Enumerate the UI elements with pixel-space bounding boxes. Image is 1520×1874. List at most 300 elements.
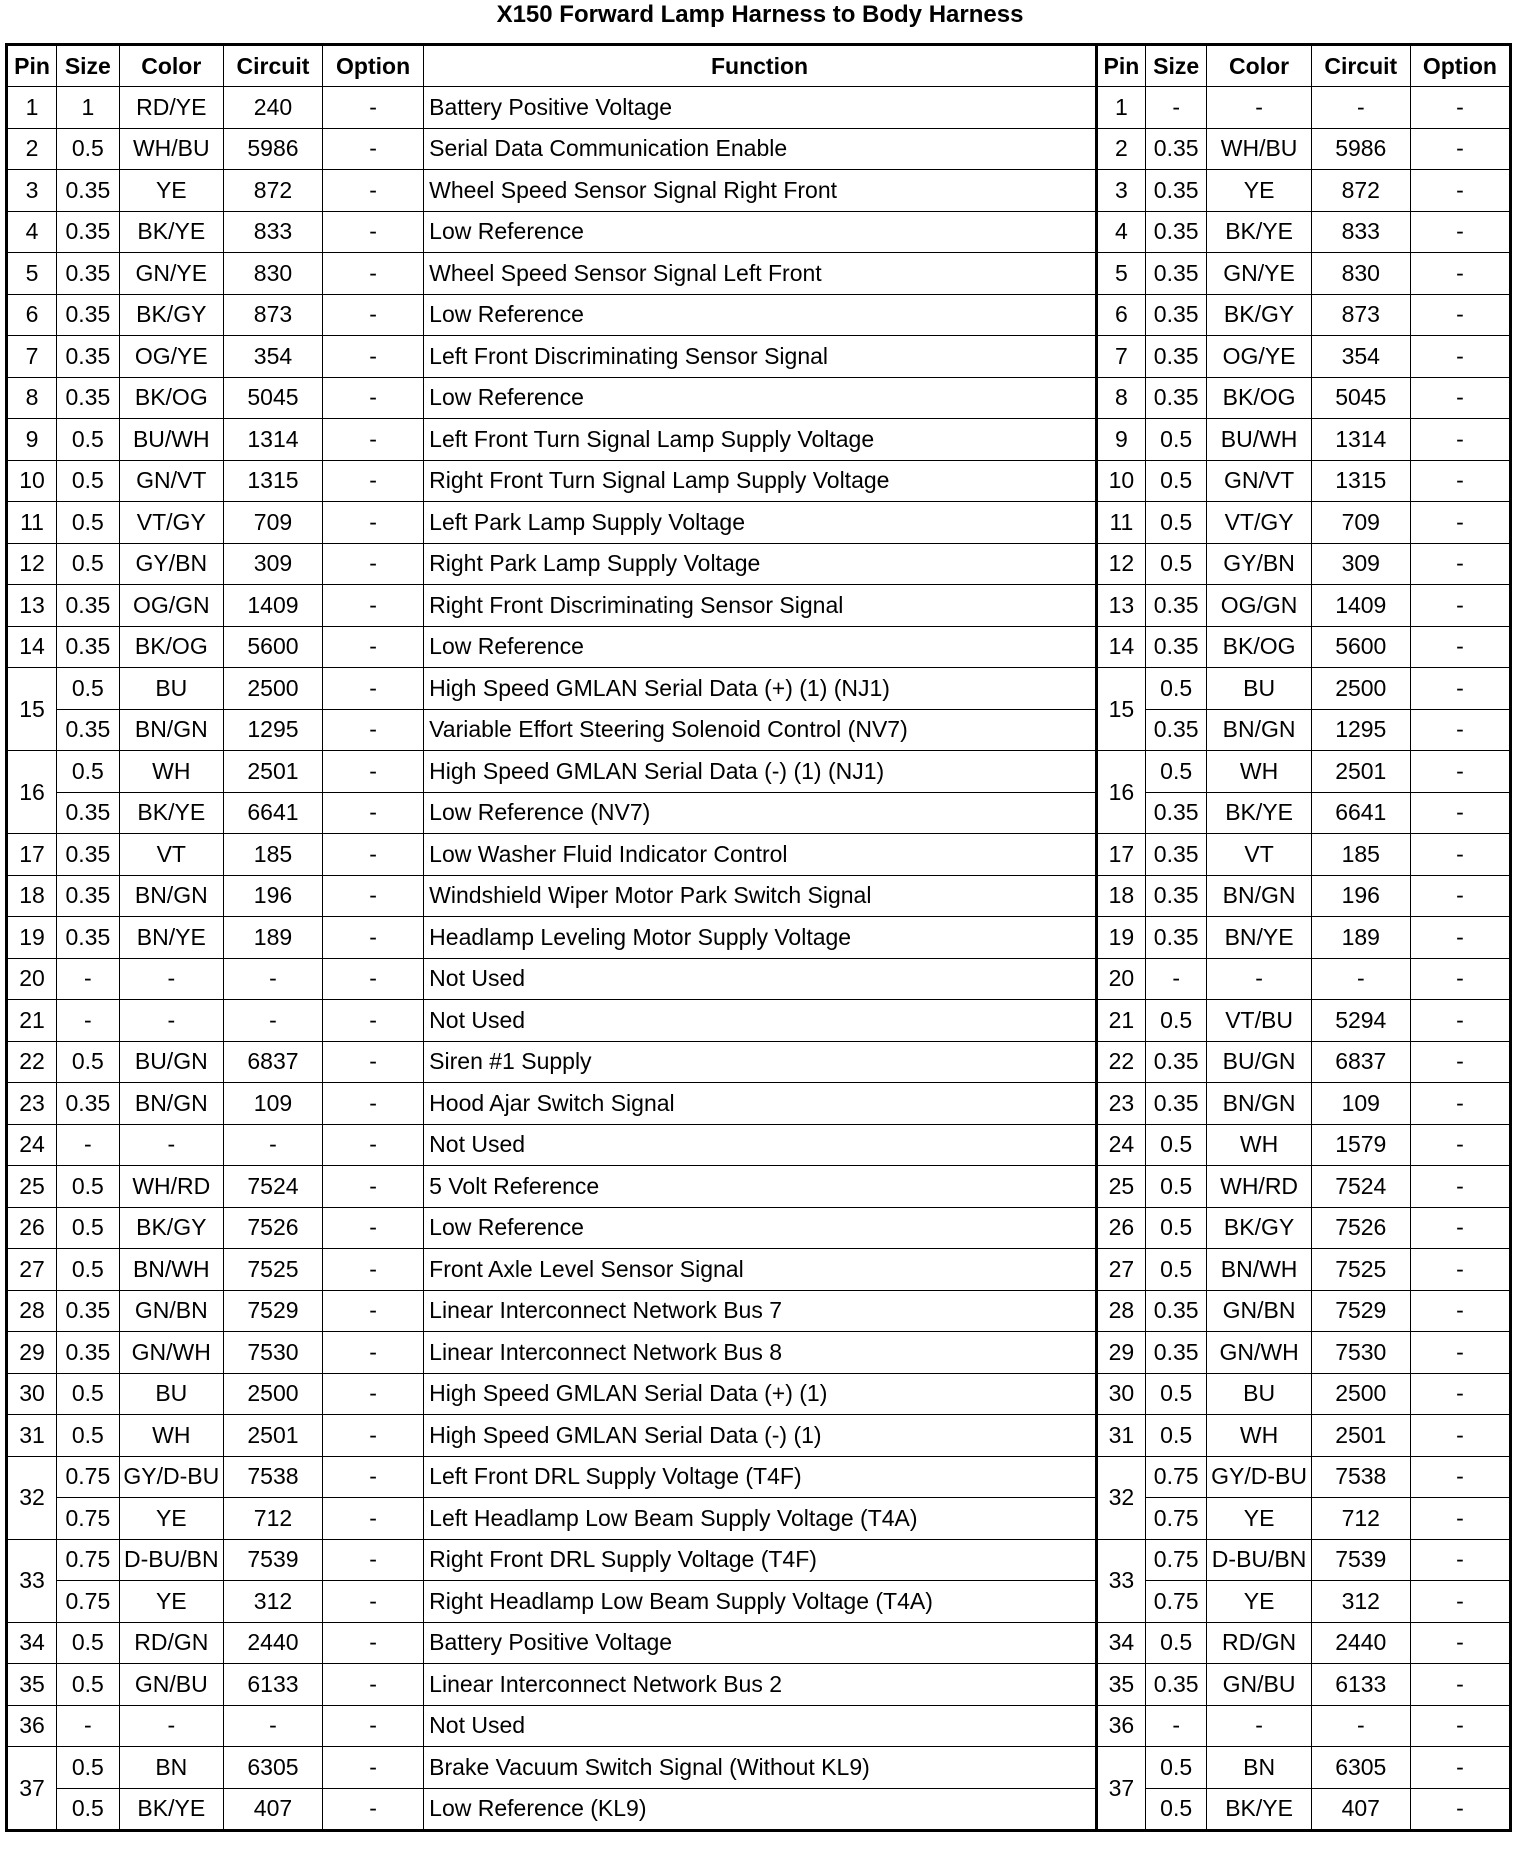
table-row bbox=[7, 170, 1511, 212]
body-size-cell: 0.35 bbox=[1145, 336, 1207, 378]
function-cell: Right Front Turn Signal Lamp Supply Voltage bbox=[424, 460, 1097, 502]
body-color-cell: WH/BU bbox=[1207, 128, 1311, 170]
color-cell: RD/YE bbox=[119, 87, 223, 129]
table-row bbox=[7, 709, 1511, 751]
option-cell: - bbox=[323, 958, 424, 1000]
body-pin-cell: 9 bbox=[1096, 419, 1145, 461]
size-cell: 0.75 bbox=[57, 1539, 120, 1581]
size-cell: 0.35 bbox=[57, 336, 120, 378]
size-cell: 0.35 bbox=[57, 1083, 120, 1125]
table-row bbox=[7, 460, 1511, 502]
function-cell: High Speed GMLAN Serial Data (-) (1) bbox=[424, 1415, 1097, 1457]
body-pin-cell: 14 bbox=[1096, 626, 1145, 668]
pin-cell: 4 bbox=[7, 211, 57, 253]
color-cell: WH/BU bbox=[119, 128, 223, 170]
size-cell: - bbox=[57, 958, 120, 1000]
size-cell: 0.5 bbox=[57, 1041, 120, 1083]
body-size-cell: - bbox=[1145, 87, 1207, 129]
body-pin-cell: 18 bbox=[1096, 875, 1145, 917]
option-cell: - bbox=[323, 294, 424, 336]
body-pin-cell: 6 bbox=[1096, 294, 1145, 336]
option-cell: - bbox=[323, 170, 424, 212]
function-cell: Not Used bbox=[424, 958, 1097, 1000]
pin-cell: 19 bbox=[7, 917, 57, 959]
body-size-cell: 0.35 bbox=[1145, 1083, 1207, 1125]
body-option-cell: - bbox=[1410, 1207, 1510, 1249]
pin-cell: 15 bbox=[7, 668, 57, 751]
body-option-cell: - bbox=[1410, 502, 1510, 544]
pin-cell: 9 bbox=[7, 419, 57, 461]
body-pin-cell: 37 bbox=[1096, 1747, 1145, 1831]
color-cell: BK/OG bbox=[119, 626, 223, 668]
body-option-cell: - bbox=[1410, 1539, 1510, 1581]
option-cell: - bbox=[323, 585, 424, 627]
body-circuit-cell: 1409 bbox=[1311, 585, 1410, 627]
body-color-cell: BN/GN bbox=[1207, 1083, 1311, 1125]
circuit-cell: - bbox=[223, 958, 322, 1000]
function-cell: Front Axle Level Sensor Signal bbox=[424, 1249, 1097, 1291]
table-row bbox=[7, 419, 1511, 461]
color-cell: - bbox=[119, 958, 223, 1000]
body-size-cell: 0.5 bbox=[1145, 460, 1207, 502]
body-size-cell: 0.35 bbox=[1145, 792, 1207, 834]
circuit-cell: 2501 bbox=[223, 1415, 322, 1457]
function-cell: Left Headlamp Low Beam Supply Voltage (T4A) bbox=[424, 1498, 1097, 1540]
body-color-cell: BK/YE bbox=[1207, 792, 1311, 834]
body-color-cell: YE bbox=[1207, 1498, 1311, 1540]
function-cell: Variable Effort Steering Solenoid Control (NV7) bbox=[424, 709, 1097, 751]
body-color-cell: BU bbox=[1207, 668, 1311, 710]
body-size-cell: 0.75 bbox=[1145, 1456, 1207, 1498]
color-cell: BU/GN bbox=[119, 1041, 223, 1083]
pin-cell: 35 bbox=[7, 1664, 57, 1706]
circuit-cell: 109 bbox=[223, 1083, 322, 1125]
body-color-cell: GN/YE bbox=[1207, 253, 1311, 295]
body-option-cell: - bbox=[1410, 1083, 1510, 1125]
color-cell: BN/GN bbox=[119, 709, 223, 751]
table-row bbox=[7, 1788, 1511, 1831]
body-circuit-cell: 2501 bbox=[1311, 751, 1410, 793]
body-option-cell: - bbox=[1410, 792, 1510, 834]
option-cell: - bbox=[323, 377, 424, 419]
function-cell: Low Reference bbox=[424, 211, 1097, 253]
function-cell: Left Front Turn Signal Lamp Supply Voltage bbox=[424, 419, 1097, 461]
body-pin-cell: 5 bbox=[1096, 253, 1145, 295]
body-option-cell: - bbox=[1410, 377, 1510, 419]
header-circuit: Circuit bbox=[223, 45, 322, 87]
body-circuit-cell: 1579 bbox=[1311, 1124, 1410, 1166]
option-cell: - bbox=[323, 1498, 424, 1540]
circuit-cell: 407 bbox=[223, 1788, 322, 1831]
size-cell: 0.5 bbox=[57, 1747, 120, 1789]
function-cell: Brake Vacuum Switch Signal (Without KL9) bbox=[424, 1747, 1097, 1789]
size-cell: - bbox=[57, 1000, 120, 1042]
circuit-cell: 830 bbox=[223, 253, 322, 295]
table-row bbox=[7, 1581, 1511, 1623]
header-size-body: Size bbox=[1145, 45, 1207, 87]
body-option-cell: - bbox=[1410, 1622, 1510, 1664]
header-color: Color bbox=[119, 45, 223, 87]
function-cell: Low Reference bbox=[424, 1207, 1097, 1249]
circuit-cell: 7524 bbox=[223, 1166, 322, 1208]
option-cell: - bbox=[323, 875, 424, 917]
body-pin-cell: 27 bbox=[1096, 1249, 1145, 1291]
circuit-cell: 712 bbox=[223, 1498, 322, 1540]
pin-cell: 21 bbox=[7, 1000, 57, 1042]
body-color-cell: OG/YE bbox=[1207, 336, 1311, 378]
function-cell: Low Reference (KL9) bbox=[424, 1788, 1097, 1831]
color-cell: VT bbox=[119, 834, 223, 876]
body-option-cell: - bbox=[1410, 585, 1510, 627]
color-cell: OG/YE bbox=[119, 336, 223, 378]
circuit-cell: 1314 bbox=[223, 419, 322, 461]
table-row bbox=[7, 253, 1511, 295]
body-option-cell: - bbox=[1410, 1000, 1510, 1042]
body-option-cell: - bbox=[1410, 958, 1510, 1000]
body-size-cell: 0.75 bbox=[1145, 1581, 1207, 1623]
body-circuit-cell: 1315 bbox=[1311, 460, 1410, 502]
body-pin-cell: 28 bbox=[1096, 1290, 1145, 1332]
header-option-body: Option bbox=[1410, 45, 1510, 87]
body-circuit-cell: 712 bbox=[1311, 1498, 1410, 1540]
body-circuit-cell: 5045 bbox=[1311, 377, 1410, 419]
function-cell: Battery Positive Voltage bbox=[424, 1622, 1097, 1664]
body-size-cell: 0.5 bbox=[1145, 1124, 1207, 1166]
table-row bbox=[7, 1373, 1511, 1415]
body-option-cell: - bbox=[1410, 1456, 1510, 1498]
body-size-cell: - bbox=[1145, 958, 1207, 1000]
body-color-cell: - bbox=[1207, 87, 1311, 129]
option-cell: - bbox=[323, 1456, 424, 1498]
body-pin-cell: 3 bbox=[1096, 170, 1145, 212]
circuit-cell: 1295 bbox=[223, 709, 322, 751]
function-cell: Low Reference (NV7) bbox=[424, 792, 1097, 834]
body-size-cell: 0.35 bbox=[1145, 875, 1207, 917]
option-cell: - bbox=[323, 253, 424, 295]
option-cell: - bbox=[323, 792, 424, 834]
harness-pinout-table bbox=[5, 43, 1512, 1832]
body-size-cell: 0.35 bbox=[1145, 709, 1207, 751]
circuit-cell: 872 bbox=[223, 170, 322, 212]
body-size-cell: 0.5 bbox=[1145, 668, 1207, 710]
body-option-cell: - bbox=[1410, 1373, 1510, 1415]
body-pin-cell: 21 bbox=[1096, 1000, 1145, 1042]
table-row bbox=[7, 958, 1511, 1000]
function-cell: Not Used bbox=[424, 1124, 1097, 1166]
option-cell: - bbox=[323, 1581, 424, 1623]
body-size-cell: 0.35 bbox=[1145, 294, 1207, 336]
body-size-cell: 0.35 bbox=[1145, 377, 1207, 419]
body-size-cell: 0.5 bbox=[1145, 1415, 1207, 1457]
pin-cell: 3 bbox=[7, 170, 57, 212]
pin-cell: 11 bbox=[7, 502, 57, 544]
option-cell: - bbox=[323, 1705, 424, 1747]
color-cell: BN bbox=[119, 1747, 223, 1789]
body-pin-cell: 17 bbox=[1096, 834, 1145, 876]
function-cell: Low Reference bbox=[424, 626, 1097, 668]
body-pin-cell: 2 bbox=[1096, 128, 1145, 170]
size-cell: 0.75 bbox=[57, 1581, 120, 1623]
circuit-cell: 189 bbox=[223, 917, 322, 959]
body-option-cell: - bbox=[1410, 668, 1510, 710]
body-color-cell: BK/GY bbox=[1207, 294, 1311, 336]
body-color-cell: BK/YE bbox=[1207, 211, 1311, 253]
circuit-cell: 7529 bbox=[223, 1290, 322, 1332]
body-option-cell: - bbox=[1410, 543, 1510, 585]
body-color-cell: GN/BU bbox=[1207, 1664, 1311, 1706]
function-cell: Windshield Wiper Motor Park Switch Signal bbox=[424, 875, 1097, 917]
color-cell: BN/GN bbox=[119, 875, 223, 917]
body-size-cell: - bbox=[1145, 1705, 1207, 1747]
body-circuit-cell: 873 bbox=[1311, 294, 1410, 336]
page-title: X150 Forward Lamp Harness to Body Harness bbox=[496, 1, 1024, 28]
body-circuit-cell: 7538 bbox=[1311, 1456, 1410, 1498]
pin-cell: 16 bbox=[7, 751, 57, 834]
pin-cell: 12 bbox=[7, 543, 57, 585]
pin-cell: 37 bbox=[7, 1747, 57, 1831]
body-option-cell: - bbox=[1410, 1705, 1510, 1747]
body-option-cell: - bbox=[1410, 751, 1510, 793]
size-cell: 0.75 bbox=[57, 1456, 120, 1498]
pin-cell: 7 bbox=[7, 336, 57, 378]
pin-cell: 2 bbox=[7, 128, 57, 170]
table-row bbox=[7, 1249, 1511, 1291]
option-cell: - bbox=[323, 502, 424, 544]
body-color-cell: BK/GY bbox=[1207, 1207, 1311, 1249]
function-cell: Headlamp Leveling Motor Supply Voltage bbox=[424, 917, 1097, 959]
size-cell: 0.35 bbox=[57, 377, 120, 419]
body-color-cell: VT/GY bbox=[1207, 502, 1311, 544]
size-cell: 0.5 bbox=[57, 543, 120, 585]
size-cell: - bbox=[57, 1705, 120, 1747]
color-cell: YE bbox=[119, 170, 223, 212]
circuit-cell: 2440 bbox=[223, 1622, 322, 1664]
option-cell: - bbox=[323, 1207, 424, 1249]
color-cell: WH bbox=[119, 751, 223, 793]
circuit-cell: 6641 bbox=[223, 792, 322, 834]
size-cell: 0.5 bbox=[57, 460, 120, 502]
size-cell: 0.35 bbox=[57, 834, 120, 876]
function-cell: Wheel Speed Sensor Signal Left Front bbox=[424, 253, 1097, 295]
color-cell: GN/VT bbox=[119, 460, 223, 502]
header-function: Function bbox=[424, 45, 1097, 87]
size-cell: 0.35 bbox=[57, 1290, 120, 1332]
option-cell: - bbox=[323, 1166, 424, 1208]
pin-cell: 17 bbox=[7, 834, 57, 876]
size-cell: 0.5 bbox=[57, 1415, 120, 1457]
body-circuit-cell: - bbox=[1311, 1705, 1410, 1747]
function-cell: Right Front DRL Supply Voltage (T4F) bbox=[424, 1539, 1097, 1581]
size-cell: 0.5 bbox=[57, 1788, 120, 1831]
table-row bbox=[7, 128, 1511, 170]
option-cell: - bbox=[323, 1788, 424, 1831]
color-cell: OG/GN bbox=[119, 585, 223, 627]
function-cell: Linear Interconnect Network Bus 7 bbox=[424, 1290, 1097, 1332]
body-size-cell: 0.5 bbox=[1145, 502, 1207, 544]
option-cell: - bbox=[323, 709, 424, 751]
body-circuit-cell: 2500 bbox=[1311, 1373, 1410, 1415]
body-circuit-cell: 7524 bbox=[1311, 1166, 1410, 1208]
body-circuit-cell: 5600 bbox=[1311, 626, 1410, 668]
body-pin-cell: 13 bbox=[1096, 585, 1145, 627]
body-size-cell: 0.5 bbox=[1145, 419, 1207, 461]
body-circuit-cell: - bbox=[1311, 87, 1410, 129]
body-size-cell: 0.5 bbox=[1145, 543, 1207, 585]
option-cell: - bbox=[323, 1290, 424, 1332]
circuit-cell: 5986 bbox=[223, 128, 322, 170]
pin-cell: 6 bbox=[7, 294, 57, 336]
body-color-cell: GN/VT bbox=[1207, 460, 1311, 502]
color-cell: - bbox=[119, 1124, 223, 1166]
size-cell: 0.35 bbox=[57, 875, 120, 917]
body-circuit-cell: 1295 bbox=[1311, 709, 1410, 751]
function-cell: Low Washer Fluid Indicator Control bbox=[424, 834, 1097, 876]
body-pin-cell: 12 bbox=[1096, 543, 1145, 585]
table-row bbox=[7, 917, 1511, 959]
function-cell: Linear Interconnect Network Bus 2 bbox=[424, 1664, 1097, 1706]
size-cell: 0.35 bbox=[57, 585, 120, 627]
body-color-cell: GN/BN bbox=[1207, 1290, 1311, 1332]
body-option-cell: - bbox=[1410, 709, 1510, 751]
option-cell: - bbox=[323, 1747, 424, 1789]
table-row bbox=[7, 1456, 1511, 1498]
body-color-cell: WH/RD bbox=[1207, 1166, 1311, 1208]
circuit-cell: 1315 bbox=[223, 460, 322, 502]
body-option-cell: - bbox=[1410, 294, 1510, 336]
body-circuit-cell: 5986 bbox=[1311, 128, 1410, 170]
circuit-cell: 312 bbox=[223, 1581, 322, 1623]
table-row bbox=[7, 1622, 1511, 1664]
pin-cell: 34 bbox=[7, 1622, 57, 1664]
circuit-cell: 7525 bbox=[223, 1249, 322, 1291]
body-circuit-cell: 6305 bbox=[1311, 1747, 1410, 1789]
function-cell: Left Park Lamp Supply Voltage bbox=[424, 502, 1097, 544]
header-row bbox=[7, 45, 1511, 87]
function-cell: Battery Positive Voltage bbox=[424, 87, 1097, 129]
circuit-cell: 240 bbox=[223, 87, 322, 129]
table-row bbox=[7, 336, 1511, 378]
function-cell: High Speed GMLAN Serial Data (-) (1) (NJ1) bbox=[424, 751, 1097, 793]
function-cell: Low Reference bbox=[424, 377, 1097, 419]
size-cell: 0.35 bbox=[57, 917, 120, 959]
body-color-cell: - bbox=[1207, 1705, 1311, 1747]
pin-cell: 23 bbox=[7, 1083, 57, 1125]
option-cell: - bbox=[323, 751, 424, 793]
body-circuit-cell: 2501 bbox=[1311, 1415, 1410, 1457]
body-circuit-cell: 1314 bbox=[1311, 419, 1410, 461]
table-row bbox=[7, 751, 1511, 793]
option-cell: - bbox=[323, 917, 424, 959]
option-cell: - bbox=[323, 834, 424, 876]
pin-cell: 26 bbox=[7, 1207, 57, 1249]
body-color-cell: RD/GN bbox=[1207, 1622, 1311, 1664]
body-circuit-cell: 2500 bbox=[1311, 668, 1410, 710]
body-circuit-cell: 7529 bbox=[1311, 1290, 1410, 1332]
body-pin-cell: 23 bbox=[1096, 1083, 1145, 1125]
function-cell: Left Front DRL Supply Voltage (T4F) bbox=[424, 1456, 1097, 1498]
circuit-cell: - bbox=[223, 1000, 322, 1042]
body-circuit-cell: 185 bbox=[1311, 834, 1410, 876]
body-option-cell: - bbox=[1410, 1332, 1510, 1374]
color-cell: WH bbox=[119, 1415, 223, 1457]
body-pin-cell: 35 bbox=[1096, 1664, 1145, 1706]
body-option-cell: - bbox=[1410, 1581, 1510, 1623]
size-cell: 0.35 bbox=[57, 170, 120, 212]
body-pin-cell: 4 bbox=[1096, 211, 1145, 253]
function-cell: Not Used bbox=[424, 1705, 1097, 1747]
body-option-cell: - bbox=[1410, 626, 1510, 668]
color-cell: VT/GY bbox=[119, 502, 223, 544]
pin-cell: 1 bbox=[7, 87, 57, 129]
table-row bbox=[7, 543, 1511, 585]
body-circuit-cell: 7526 bbox=[1311, 1207, 1410, 1249]
body-size-cell: 0.35 bbox=[1145, 1664, 1207, 1706]
body-pin-cell: 19 bbox=[1096, 917, 1145, 959]
body-size-cell: 0.5 bbox=[1145, 1166, 1207, 1208]
size-cell: 0.35 bbox=[57, 792, 120, 834]
function-cell: Serial Data Communication Enable bbox=[424, 128, 1097, 170]
body-option-cell: - bbox=[1410, 1249, 1510, 1291]
body-pin-cell: 31 bbox=[1096, 1415, 1145, 1457]
option-cell: - bbox=[323, 87, 424, 129]
body-option-cell: - bbox=[1410, 419, 1510, 461]
size-cell: 0.35 bbox=[57, 294, 120, 336]
option-cell: - bbox=[323, 336, 424, 378]
size-cell: 0.5 bbox=[57, 1207, 120, 1249]
body-pin-cell: 26 bbox=[1096, 1207, 1145, 1249]
body-circuit-cell: 407 bbox=[1311, 1788, 1410, 1831]
table-row bbox=[7, 792, 1511, 834]
size-cell: 0.5 bbox=[57, 1373, 120, 1415]
table-row bbox=[7, 585, 1511, 627]
body-color-cell: BN/YE bbox=[1207, 917, 1311, 959]
body-pin-cell: 32 bbox=[1096, 1456, 1145, 1539]
body-color-cell: BK/OG bbox=[1207, 377, 1311, 419]
body-color-cell: WH bbox=[1207, 1415, 1311, 1457]
body-circuit-cell: 6837 bbox=[1311, 1041, 1410, 1083]
function-cell: 5 Volt Reference bbox=[424, 1166, 1097, 1208]
table-row bbox=[7, 377, 1511, 419]
circuit-cell: 185 bbox=[223, 834, 322, 876]
function-cell: Right Headlamp Low Beam Supply Voltage (T4A) bbox=[424, 1581, 1097, 1623]
size-cell: 0.35 bbox=[57, 253, 120, 295]
body-color-cell: BU/GN bbox=[1207, 1041, 1311, 1083]
header-pin-body: Pin bbox=[1096, 45, 1145, 87]
pin-cell: 18 bbox=[7, 875, 57, 917]
circuit-cell: 6133 bbox=[223, 1664, 322, 1706]
header-size: Size bbox=[57, 45, 120, 87]
pin-cell: 29 bbox=[7, 1332, 57, 1374]
color-cell: BN/WH bbox=[119, 1249, 223, 1291]
body-circuit-cell: 7525 bbox=[1311, 1249, 1410, 1291]
body-option-cell: - bbox=[1410, 917, 1510, 959]
body-option-cell: - bbox=[1410, 128, 1510, 170]
body-size-cell: 0.5 bbox=[1145, 751, 1207, 793]
body-pin-cell: 22 bbox=[1096, 1041, 1145, 1083]
option-cell: - bbox=[323, 1539, 424, 1581]
body-color-cell: BN/GN bbox=[1207, 875, 1311, 917]
circuit-cell: 7530 bbox=[223, 1332, 322, 1374]
body-color-cell: D-BU/BN bbox=[1207, 1539, 1311, 1581]
circuit-cell: 309 bbox=[223, 543, 322, 585]
body-option-cell: - bbox=[1410, 336, 1510, 378]
pin-cell: 5 bbox=[7, 253, 57, 295]
circuit-cell: 1409 bbox=[223, 585, 322, 627]
body-size-cell: 0.35 bbox=[1145, 211, 1207, 253]
body-size-cell: 0.5 bbox=[1145, 1788, 1207, 1831]
body-size-cell: 0.35 bbox=[1145, 917, 1207, 959]
body-size-cell: 0.75 bbox=[1145, 1539, 1207, 1581]
